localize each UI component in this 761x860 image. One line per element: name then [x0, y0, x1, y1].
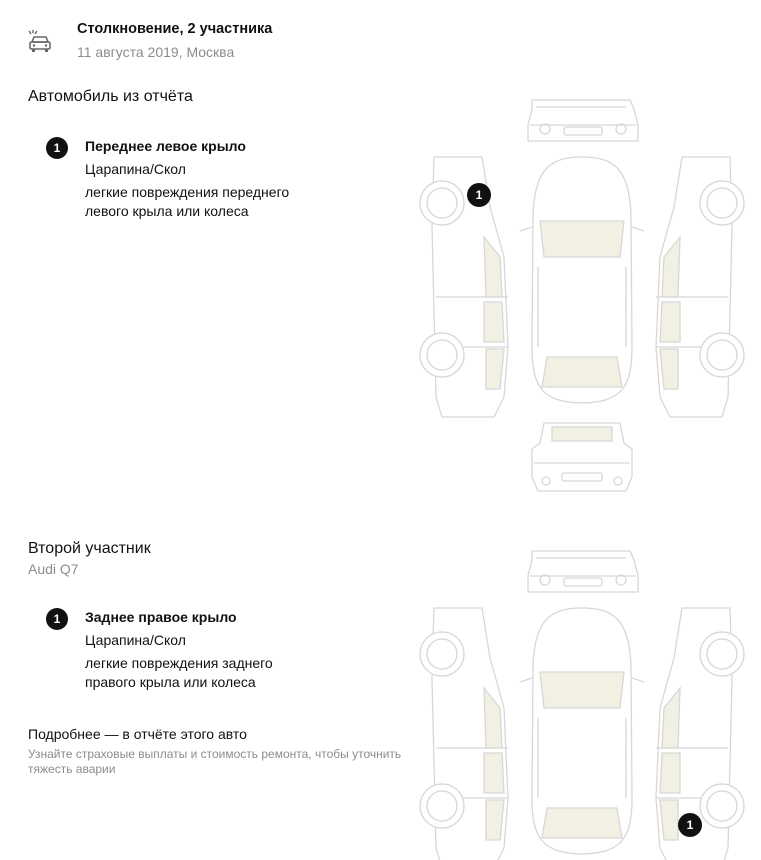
damage-description: легкие повреждения переднего левого крыла или колеса — [85, 184, 290, 219]
car-crash-icon — [26, 28, 54, 56]
damage-title: Заднее правое крыло — [85, 609, 237, 625]
more-info-text: Узнайте страховые выплаты и стоимость ремонта, чтобы уточнить тяжесть аварии — [28, 747, 402, 776]
damage-number-badge: 1 — [46, 137, 68, 159]
incident-header — [26, 18, 406, 68]
car-damage-diagram — [412, 97, 752, 497]
section-title-own-car: Автомобиль из отчёта — [28, 88, 193, 105]
incident-title: Столкновение, 2 участника — [77, 21, 273, 37]
section-title-second-participant: Второй участник — [28, 540, 151, 557]
damage-marker: 1 — [467, 183, 491, 207]
damage-type: Царапина/Скол — [85, 161, 186, 177]
damage-description: легкие повреждения заднего правого крыла или колеса — [85, 655, 273, 690]
damage-marker: 1 — [678, 813, 702, 837]
car-outline-drawing — [412, 97, 752, 497]
car-outline-drawing — [412, 548, 752, 860]
damage-type: Царапина/Скол — [85, 632, 186, 648]
car-damage-diagram — [412, 548, 752, 860]
incident-date-location: 11 августа 2019, Москва — [77, 44, 235, 60]
damage-title: Переднее левое крыло — [85, 138, 246, 154]
more-info-link[interactable]: Подробнее — в отчёте этого авто — [28, 726, 247, 742]
second-participant-model: Audi Q7 — [28, 561, 79, 577]
damage-number-badge: 1 — [46, 608, 68, 630]
